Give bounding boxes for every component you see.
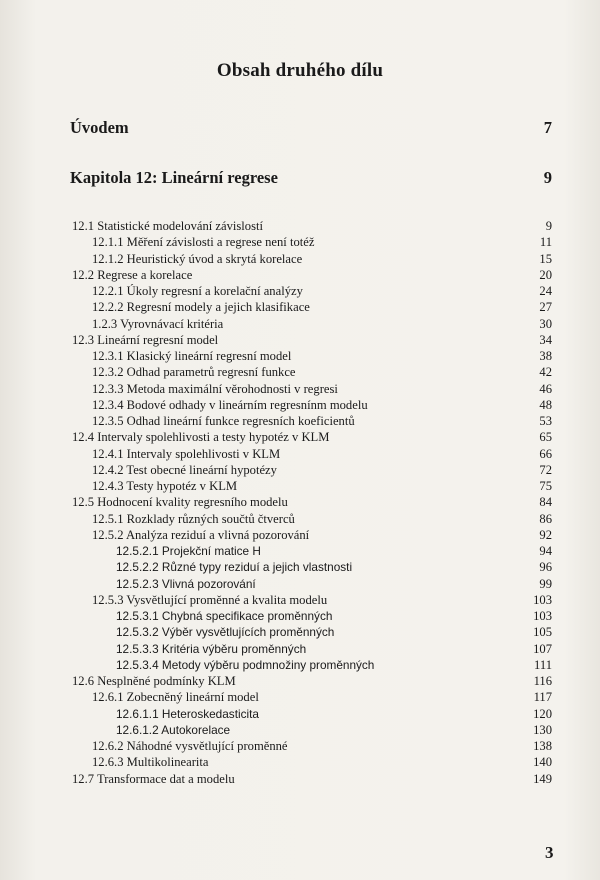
toc-row-label: 12.5.3.2 Výběr vysvětlujících proměnných [116,625,335,640]
toc-row [0,738,600,754]
toc-row [0,689,600,705]
toc-row [0,527,600,543]
toc-row [0,722,600,738]
toc-row-page: 30 [539,316,552,331]
toc-row-label: 12.7 Transformace dat a modelu [72,771,235,786]
toc-row-page: 15 [539,251,552,266]
toc-row-page: 107 [533,641,552,656]
toc-row-label: 12.6 Nesplněné podmínky KLM [72,674,236,688]
toc-row [0,429,600,445]
toc-row-page: 96 [539,560,552,575]
toc-row-page: 72 [539,462,552,477]
toc-row [0,478,600,494]
toc-row [0,754,600,770]
toc-row-page: 86 [539,511,552,526]
toc-row-page: 149 [533,771,552,786]
toc-row [0,267,600,283]
toc-row [0,559,600,575]
toc-row [0,397,600,413]
toc-row-page: 105 [533,625,552,640]
toc-row-page: 111 [534,657,552,672]
toc-row-label: 12.5.2.3 Vlivná pozorování [116,576,256,591]
table-of-contents [0,218,600,787]
toc-row-label: 12.5.3.4 Metody výběru podmnožiny proměnných [116,657,375,672]
toc-row-label: 12.1 Statistické modelování závislostí [72,219,263,233]
toc-row-label: 12.4.2 Test obecné lineární hypotézy [92,462,277,477]
toc-row-page: 92 [539,527,552,542]
chapter-label: Kapitola 12: Lineární regrese [70,168,278,187]
toc-row-page: 9 [545,219,552,233]
toc-row-page: 27 [539,300,552,315]
toc-row-page: 103 [533,609,552,623]
toc-row-page: 138 [533,739,552,753]
toc-row-label: 12.6.3 Multikolinearita [92,755,209,770]
toc-row-label: 12.5.2.1 Projekční matice H [116,544,261,558]
toc-row-label: 12.5.2.2 Různé typy reziduí a jejich vlastnosti [116,560,353,575]
toc-row-label: 12.1.2 Heuristický úvod a skrytá korelace [92,251,303,266]
toc-row-page: 53 [539,414,552,428]
toc-row-page: 75 [539,479,552,493]
toc-row-page: 140 [533,755,552,770]
toc-row-label: 12.5.3.3 Kritéria výběru proměnných [116,641,307,656]
toc-row-page: 65 [539,430,552,445]
toc-row [0,283,600,299]
toc-row [0,511,600,527]
toc-row-label: 12.3.2 Odhad parametrů regresní funkce [92,365,296,380]
intro-page: 7 [543,118,552,137]
toc-row-label: 1.2.3 Vyrovnávací kritéria [92,316,224,331]
toc-row [0,251,600,267]
toc-row-page: 38 [539,349,552,363]
toc-row-label: 12.5.3 Vysvětlující proměnné a kvalita modelu [92,592,328,607]
toc-row [0,706,600,722]
toc-row-page: 42 [539,365,552,380]
toc-row [0,218,600,234]
toc-row-page: 66 [539,446,552,461]
page-title: Obsah druhého dílu [216,60,384,81]
toc-row [0,624,600,640]
toc-row-page: 46 [539,381,552,396]
toc-row-page: 103 [533,592,552,607]
toc-row-page: 117 [533,690,552,705]
toc-row-label: 12.2.2 Regresní modely a jejich klasifikace [92,300,310,315]
toc-row-label: 12.6.1 Zobecněný lineární model [92,690,259,705]
toc-row-label: 12.4 Intervaly spolehlivosti a testy hypotéz v KLM [72,430,330,445]
toc-row [0,446,600,462]
toc-row-label: 12.3 Lineární regresní model [72,332,219,347]
toc-entry-chapter [70,168,552,188]
toc-row-label: 12.5 Hodnocení kvality regresního modelu [72,495,288,510]
toc-row-label: 12.2 Regrese a korelace [72,267,193,282]
toc-row [0,673,600,689]
toc-row-page: 48 [539,397,552,412]
toc-row-page: 34 [539,332,552,347]
toc-row-label: 12.5.3.1 Chybná specifikace proměnných [116,609,333,623]
toc-row [0,364,600,380]
toc-row [0,608,600,624]
page-number: 3 [545,843,554,862]
toc-row [0,592,600,608]
toc-row-page: 116 [533,674,552,688]
toc-row [0,381,600,397]
toc-row [0,494,600,510]
toc-row [0,543,600,559]
toc-row [0,234,600,250]
toc-row-page: 20 [539,267,552,282]
toc-row [0,462,600,478]
toc-row-label: 12.3.4 Bodové odhady v lineárním regresnínm modelu [92,397,368,412]
toc-row-label: 12.1.1 Měření závislosti a regrese není totéž [92,235,315,250]
toc-row-page: 120 [533,706,552,721]
toc-entry-intro [70,118,552,138]
toc-row [0,332,600,348]
intro-label: Úvodem [70,118,129,137]
toc-row-page: 11 [539,235,552,250]
toc-row [0,316,600,332]
toc-row-label: 12.6.1.1 Heteroskedasticita [116,706,259,721]
toc-row [0,641,600,657]
toc-row-page: 24 [539,284,552,298]
toc-row-label: 12.6.2 Náhodné vysvětlující proměnné [92,739,288,753]
toc-row-page: 130 [533,722,552,737]
toc-row [0,348,600,364]
toc-row [0,413,600,429]
chapter-page: 9 [543,168,552,187]
toc-row-label: 12.3.5 Odhad lineární funkce regresních koeficientů [92,414,355,428]
toc-row [0,771,600,787]
toc-row-label: 12.6.1.2 Autokorelace [116,722,231,737]
toc-row-page: 94 [539,544,552,558]
toc-row-label: 12.5.1 Rozklady různých součtů čtverců [92,511,295,526]
toc-row-page: 99 [539,576,552,591]
toc-row-label: 12.2.1 Úkoly regresní a korelační analýzy [92,284,303,298]
toc-row-label: 12.3.1 Klasický lineární regresní model [92,349,292,363]
toc-row-label: 12.5.2 Analýza reziduí a vlivná pozorování [92,527,310,542]
toc-row [0,657,600,673]
toc-row-page: 84 [539,495,552,510]
toc-row-label: 12.4.1 Intervaly spolehlivosti v KLM [92,446,281,461]
toc-row-label: 12.3.3 Metoda maximální věrohodnosti v regresi [92,381,338,396]
toc-row [0,299,600,315]
toc-row-label: 12.4.3 Testy hypotéz v KLM [92,479,238,493]
toc-row [0,576,600,592]
